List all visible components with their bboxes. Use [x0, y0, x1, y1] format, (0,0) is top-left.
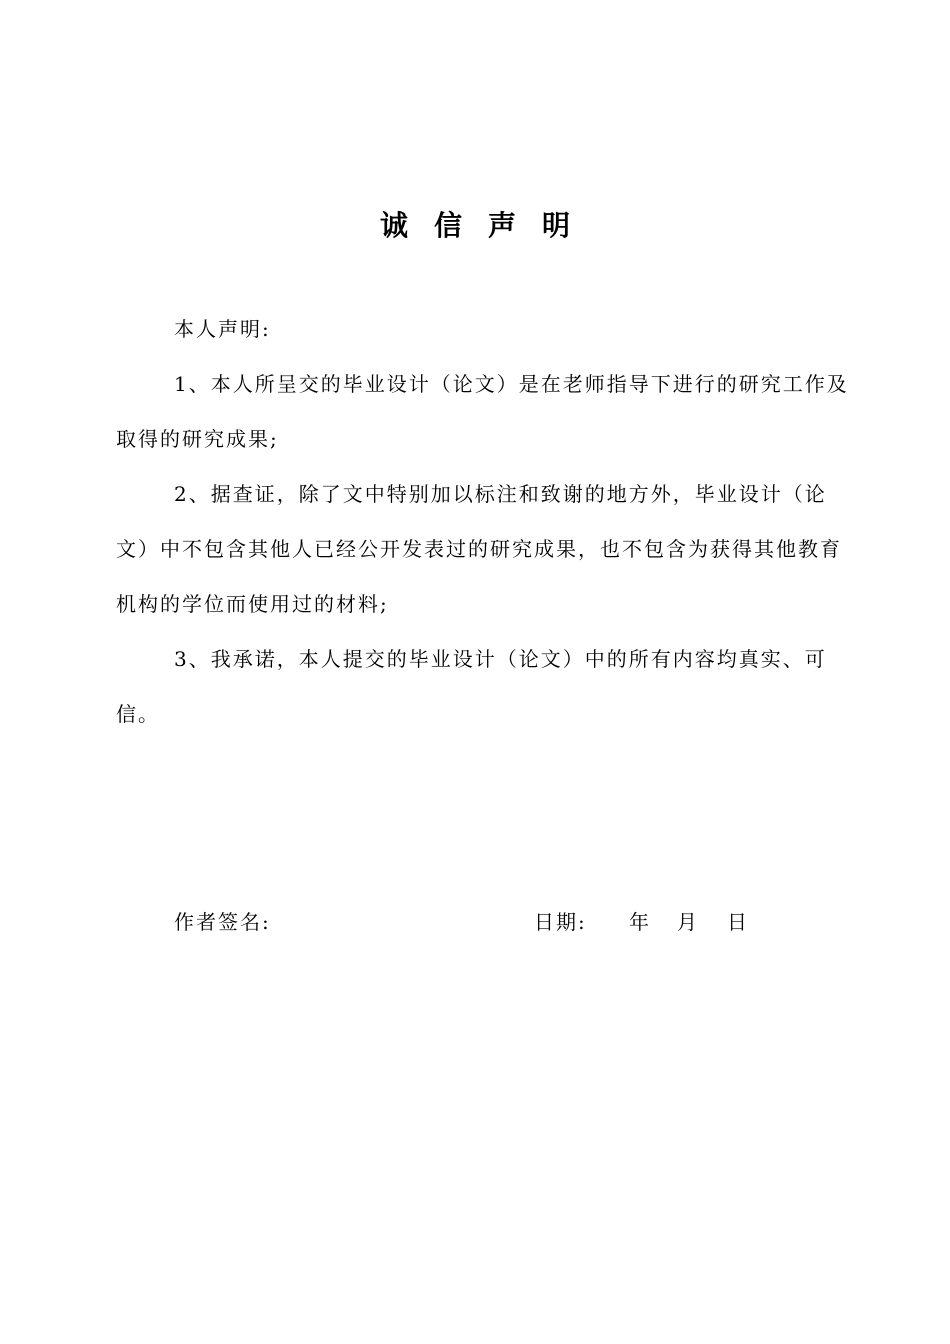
- intro-line: 本人声明:: [174, 317, 271, 341]
- author-signature-label: 作者签名:: [174, 910, 271, 934]
- date-day-label: 日: [727, 910, 749, 934]
- signature-row: [0, 895, 950, 950]
- statement-item-1: 1、本人所呈交的毕业设计（论文）是在老师指导下进行的研究工作及取得的研究成果;: [116, 372, 849, 451]
- document-title: 诚信声明: [379, 209, 596, 242]
- date-year-label: 年: [629, 910, 651, 934]
- document-body: [116, 302, 856, 742]
- date-label: 日期:: [534, 910, 587, 934]
- date-month-label: 月: [677, 910, 699, 934]
- statement-item-2: 2、据查证，除了文中特别加以标注和致谢的地方外，毕业设计（论文）中不包含其他人已经公开发表过的研究成果，也不包含为获得其他教育机构的学位而使用过的材料;: [116, 482, 842, 616]
- statement-item-3: 3、我承诺，本人提交的毕业设计（论文）中的所有内容均真实、可信。: [116, 647, 827, 726]
